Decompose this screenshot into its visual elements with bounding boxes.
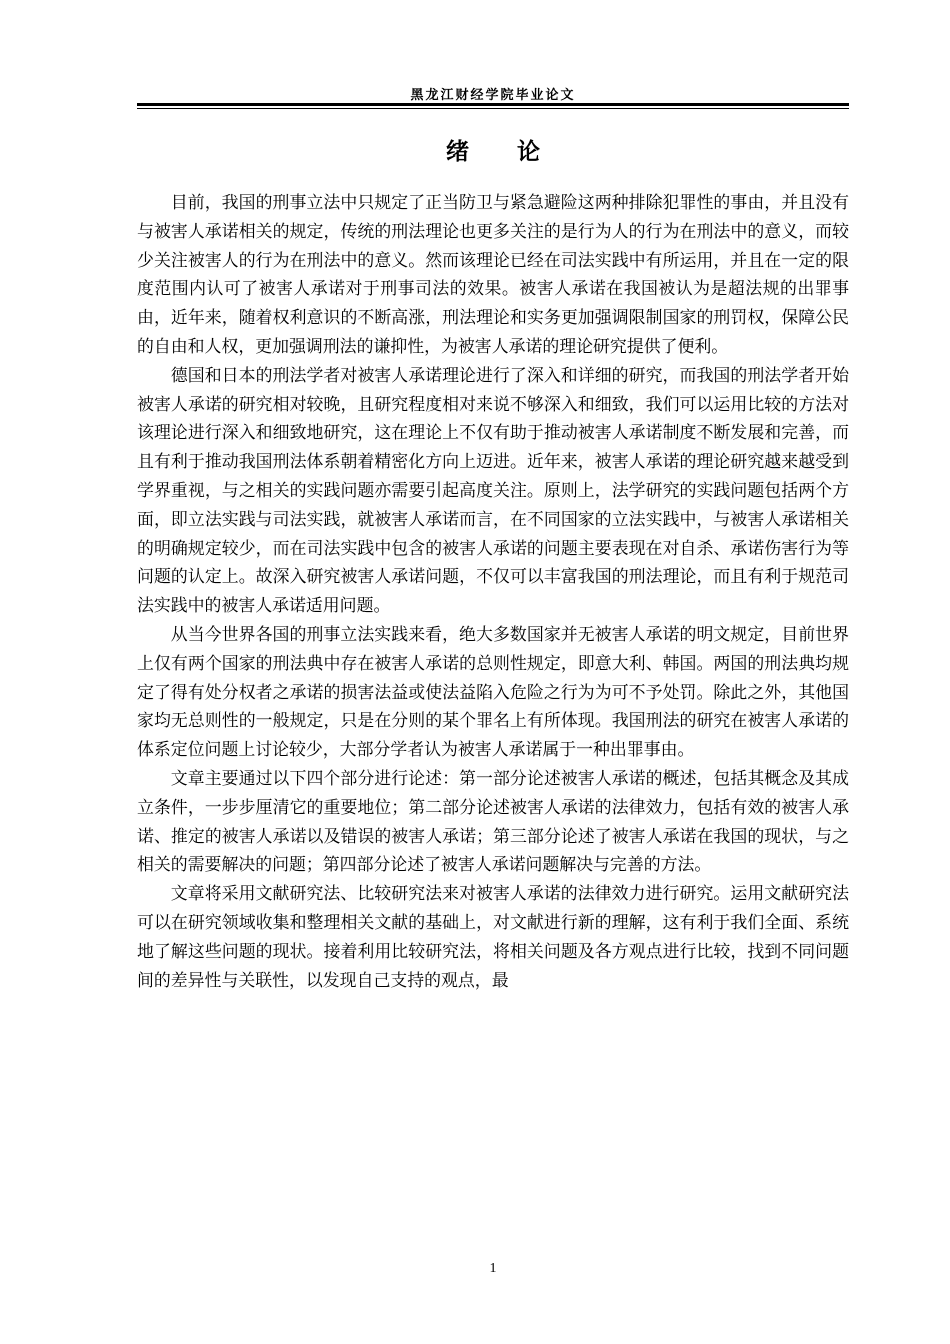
paragraph: 文章主要通过以下四个部分进行论述：第一部分论述被害人承诺的概述，包括其概念及其成立条件，一步步厘清它的重要地位；第二部分论述被害人承诺的法律效力，包括有效的被害人承诺、推定的被害人承诺以及错误的被害人承诺；第三部分论述了被害人承诺在我国的现状，与之相关的需要解决的问题；第四部分论述了被害人承诺问题解决与完善的方法。 [137,767,849,875]
section-title: 绪论 [446,139,588,165]
body-text [137,188,849,994]
paragraph: 目前，我国的刑事立法中只规定了正当防卫与紧急避险这两种排除犯罪性的事由，并且没有与被害人承诺相关的规定，传统的刑法理论也更多关注的是行为人的行为在刑法中的意义，而较少关注被害人的行为在刑法中的意义。然而该理论已经在司法实践中有所运用，并且在一定的限度范围内认可了被害人承诺对于刑事司法的效果。被害人承诺在我国被认为是超法规的出罪事由，近年来，随着权利意识的不断高涨，刑法理论和实务更加强调限制国家的刑罚权，保障公民的自由和人权，更加强调刑法的谦抑性，为被害人承诺的理论研究提供了便利。 [137,192,849,356]
paragraph: 从当今世界各国的刑事立法实践来看，绝大多数国家并无被害人承诺的明文规定，目前世界上仅有两个国家的刑法典中存在被害人承诺的总则性规定，即意大利、韩国。两国的刑法典均规定了得有处分权者之承诺的损害法益或使法益陷入危险之行为为可不予处罚。除此之外，其他国家均无总则性的一般规定，只是在分则的某个罪名上有所体现。我国刑法的研究在被害人承诺的体系定位问题上讨论较少，大部分学者认为被害人承诺属于一种出罪事由。 [137,623,849,760]
page-number: 1 [489,1261,497,1276]
paragraph: 文章将采用文献研究法、比较研究法来对被害人承诺的法律效力进行研究。运用文献研究法可以在研究领域收集和整理相关文献的基础上，对文献进行新的理解，这有利于我们全面、系统地了解这些问题的现状。接着利用比较研究法，将相关问题及各方观点进行比较，找到不同问题间的差异性与关联性，以发现自己支持的观点，最 [137,883,849,990]
header-rule-thin [137,108,849,109]
header-rule-thick [137,103,849,106]
running-header-title: 黑龙江财经学院毕业论文 [410,88,576,103]
paragraph: 德国和日本的刑法学者对被害人承诺理论进行了深入和详细的研究，而我国的刑法学者开始被害人承诺的研究相对较晚，且研究程度相对来说不够深入和细致，我们可以运用比较的方法对该理论进行深入和细致地研究，这在理论上不仅有助于推动被害人承诺制度不断发展和完善，而且有利于推动我国刑法体系朝着精密化方向上迈进。近年来，被害人承诺的理论研究越来越受到学界重视，与之相关的实践问题亦需要引起高度关注。原则上，法学研究的实践问题包括两个方面，即立法实践与司法实践，就被害人承诺而言，在不同国家的立法实践中，与被害人承诺相关的明确规定较少，而在司法实践中包含的被害人承诺的问题主要表现在对自杀、承诺伤害行为等问题的认定上。故深入研究被害人承诺问题，不仅可以丰富我国的刑法理论，而且有利于规范司法实践中的被害人承诺适用问题。 [137,364,849,616]
